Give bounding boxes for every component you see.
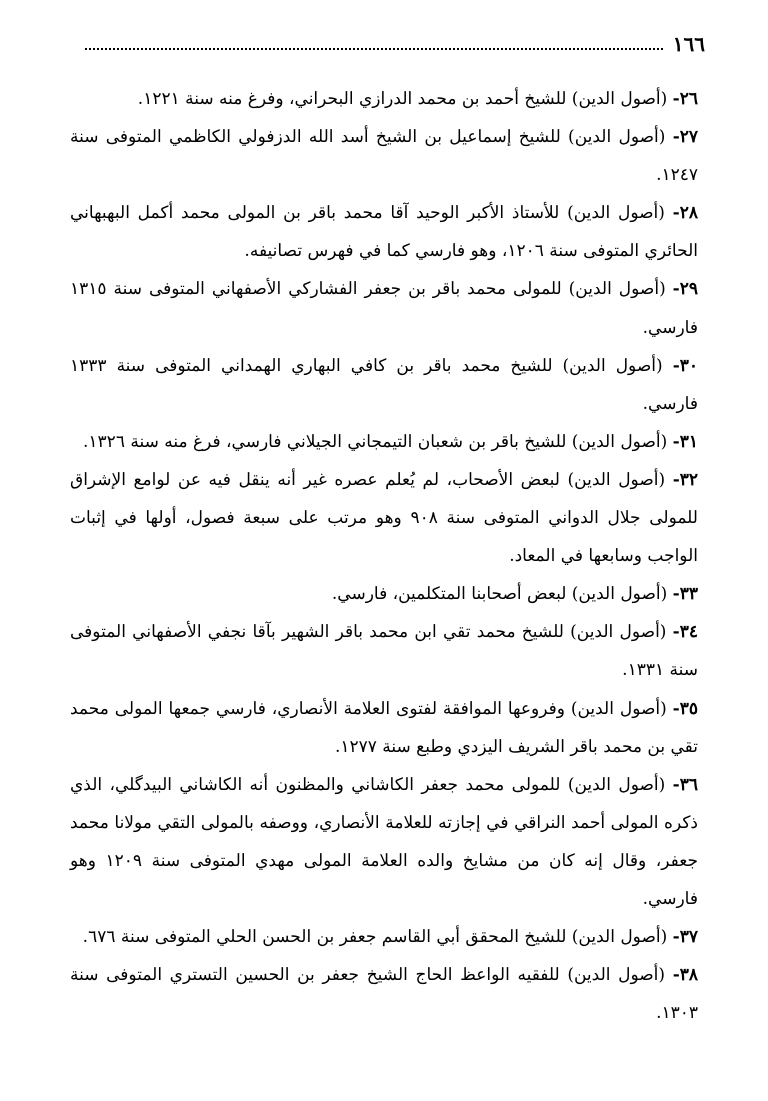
- entry-number: ٣٢-: [672, 469, 699, 490]
- entry-text: (أصول الدين) للمولى محمد باقر بن جعفر الفشاركي الأصفهاني المتوفى سنة ١٣١٥ فارسي.: [70, 279, 698, 338]
- entry-item: [70, 956, 698, 1032]
- page-header: [85, 30, 705, 58]
- entry-number: ٣٦-: [672, 774, 698, 795]
- entry-item: [70, 347, 698, 423]
- entry-item: [70, 613, 698, 689]
- entry-text: (أصول الدين) للمولى محمد جعفر الكاشاني والمظنون أنه الكاشاني البيدگلي، الذي ذكره المولى أحمد النراقي في إجازته للعلامة الأنصاري، ووصفه بالمولى التقي مولانا محمد جعفر، وقال إنه كان من مشايخ والده العلامة المولى مهدي المتوفى سنة ١٢٠٩ وهو فارسي.: [70, 774, 698, 909]
- entry-number: ٣٧-: [672, 927, 698, 948]
- page-number: ١٦٦: [672, 32, 705, 56]
- entry-number: ٣٣-: [672, 584, 698, 605]
- entry-text: (أصول الدين) للشيخ أحمد بن محمد الدرازي البحراني، وفرغ منه سنة ١٢٢١.: [137, 89, 668, 109]
- entry-number: ٢٩-: [672, 279, 698, 300]
- header-dotted-rule: [85, 38, 663, 50]
- entry-text: (أصول الدين) للشيخ محمد باقر بن كافي البهاري الهمداني المتوفى سنة ١٣٣٣ فارسي.: [70, 355, 698, 414]
- entry-item: [70, 118, 698, 194]
- entry-item: [70, 766, 698, 918]
- entry-item: [70, 423, 698, 461]
- entry-text: (أصول الدين) للشيخ المحقق أبي القاسم جعفر بن الحسن الحلي المتوفى سنة ٦٧٦.: [82, 927, 668, 948]
- entry-number: ٢٧-: [672, 127, 699, 148]
- entries-list: [70, 80, 698, 1032]
- entry-text: (أصول الدين) لبعض أصحابنا المتكلمين، فارسي.: [331, 584, 668, 605]
- entry-item: [70, 918, 698, 956]
- entry-number: ٣٥-: [672, 698, 698, 719]
- entry-item: [70, 690, 698, 766]
- entry-number: ٣٠-: [672, 355, 699, 376]
- entry-text: (أصول الدين) للشيخ باقر بن شعبان التيمجاني الجيلاني فارسي، فرغ منه سنة ١٣٢٦.: [83, 431, 668, 452]
- entry-number: ٢٨-: [672, 203, 698, 224]
- entry-text: (أصول الدين) للشيخ محمد تقي ابن محمد باقر الشهير بآقا نجفي الأصفهاني المتوفى سنة ١٣٣١.: [70, 622, 698, 681]
- entry-item: [70, 194, 698, 270]
- entry-number: ٣١-: [672, 431, 698, 452]
- entry-number: ٢٦-: [672, 89, 698, 109]
- entry-number: ٣٨-: [672, 965, 699, 986]
- entry-item: [70, 80, 698, 118]
- entry-item: [70, 575, 698, 613]
- entry-text: (أصول الدين) للأستاذ الأكبر الوحيد آقا محمد باقر بن المولى محمد أكمل البهبهاني الحائري المتوفى سنة ١٢٠٦، وهو فارسي كما في فهرس تصانيفه.: [70, 203, 698, 262]
- entry-text: (أصول الدين) للفقيه الواعظ الحاج الشيخ جعفر بن الحسين التستري المتوفى سنة ١٣٠٣.: [70, 965, 698, 1024]
- entry-text: (أصول الدين) لبعض الأصحاب، لم يُعلم عصره غير أنه ينقل فيه عن لوامع الإشراق للمولى جلال الدواني المتوفى سنة ٩٠٨ وهو مرتب على سبعة فصول، أولها في إثبات الواجب وسابعها في المعاد.: [70, 469, 698, 567]
- entry-text: (أصول الدين) للشيخ إسماعيل بن الشيخ أسد الله الدزفولي الكاظمي المتوفى سنة ١٢٤٧.: [70, 127, 698, 186]
- entry-item: [70, 461, 698, 575]
- entry-item: [70, 270, 698, 346]
- entry-number: ٣٤-: [672, 622, 698, 643]
- entry-text: (أصول الدين) وفروعها الموافقة لفتوى العلامة الأنصاري، فارسي جمعها المولى محمد تقي بن محمد باقر الشريف اليزدي وطبع سنة ١٢٧٧.: [70, 698, 698, 757]
